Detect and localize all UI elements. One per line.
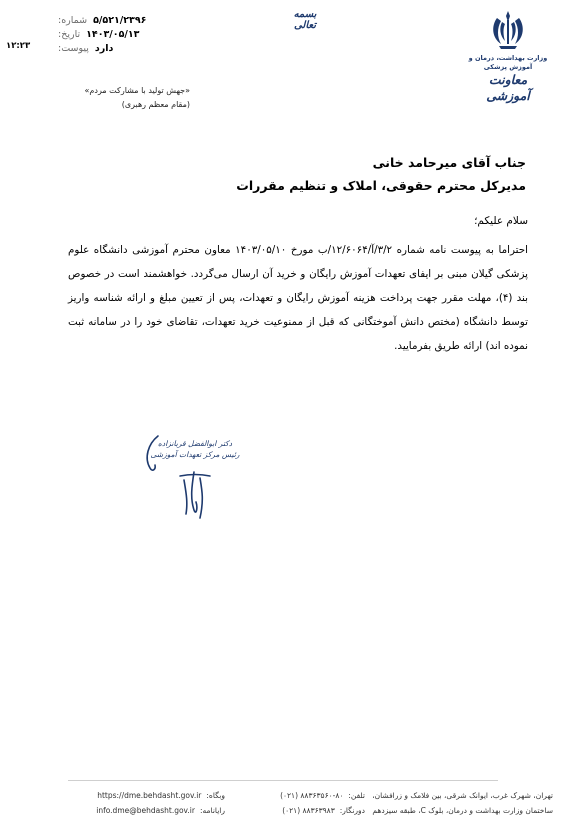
email-link[interactable]: info.dme@behdasht.gov.ir	[96, 806, 195, 815]
date-value: ۱۴۰۳/۰۵/۱۳	[86, 29, 140, 40]
ministry-name: وزارت بهداشت، درمان و آموزش پزشکی	[468, 54, 548, 71]
letter-metadata	[58, 14, 178, 56]
slogan-attribution: (مقام معظم رهبری)	[121, 100, 190, 109]
footer-online	[70, 788, 225, 818]
attachment-value: دارد	[94, 43, 114, 54]
fax-row	[225, 803, 365, 818]
slogan	[40, 84, 190, 112]
fax-value: (۰۲۱) ۸۸۳۶۳۹۸۳	[282, 806, 335, 815]
address-line: تهران، شهرک غرب، ایوانک شرقی، بین فلامک و زرافشان،	[372, 791, 553, 800]
letter-body: احتراما به پیوست نامه شماره ۳/۲/آ/۱۲/۶۰۶۴/ب مورخ ۱۴۰۳/۰۵/۱۰ معاون محترم آموزشی دانشگاه علوم پزشکی گیلان مبنی بر ایفای تعهدات آموزش رایگان و خرید آن ارسال می‌گردد. خواهشمند است در خصوص بند (۴)، مهلت مقرر جهت پرداخت هزینه آموزش رایگان و تعهدات، پس از تعیین مبلغ و ارائه شناسه واریز توسط دانشگاه (مختص دانش آموختگانی که قبل از ممنوعیت خرید تعهدات، تقاضای خود را در سامانه ثبت نموده اند) ارائه طریق بفرمایید.	[68, 244, 528, 352]
recipient-title: مدیرکل محترم حقوقی، املاک و تنظیم مقررات	[236, 178, 526, 193]
number-label: شماره:	[58, 15, 88, 26]
number-value: ۵/۵۲۱/۲۳۹۶	[93, 15, 147, 26]
bismillah-heading: بسمه تعالی	[293, 9, 317, 31]
ministry-logo	[468, 8, 548, 108]
footer-divider	[68, 780, 498, 781]
signatory-name: دکتر ابوالفضل قربانزاده	[157, 439, 233, 448]
emblem-icon	[489, 8, 527, 50]
date-label: تاریخ:	[58, 29, 81, 40]
signature-caption	[150, 438, 240, 460]
greeting: سلام علیکم؛	[474, 215, 528, 227]
address-line: ساختمان وزارت بهداشت و درمان، بلوک C، طبقه سیزدهم	[372, 806, 553, 815]
recipient-name: جناب آقای میرحامد خانی	[372, 155, 526, 170]
website-label: وبگاه:	[206, 791, 225, 800]
email-label: رایانامه:	[199, 806, 225, 815]
number-row	[58, 14, 178, 28]
website-link[interactable]: https://dme.behdasht.gov.ir	[97, 791, 202, 800]
signature	[140, 430, 250, 525]
footer-address	[363, 788, 553, 818]
website-row	[70, 788, 225, 803]
phone-value: (۰۲۱) ۸۸۳۶۳۵۶۰-۸۰	[280, 791, 344, 800]
deputy-name: معاونت آموزشی	[486, 72, 530, 103]
footer-contact	[225, 788, 365, 818]
time-stamp: ۱۲:۲۳	[6, 41, 31, 51]
attachment-label: پیوست:	[58, 43, 89, 54]
fax-label: دورنگار:	[339, 806, 365, 815]
phone-label: تلفن:	[348, 791, 365, 800]
phone-row	[225, 788, 365, 803]
signatory-title: رئیس مرکز تعهدات آموزشی	[150, 450, 240, 459]
attachment-row	[58, 42, 178, 56]
email-row	[70, 803, 225, 818]
date-row	[58, 28, 178, 42]
slogan-line: «جهش تولید با مشارکت مردم»	[84, 86, 190, 95]
